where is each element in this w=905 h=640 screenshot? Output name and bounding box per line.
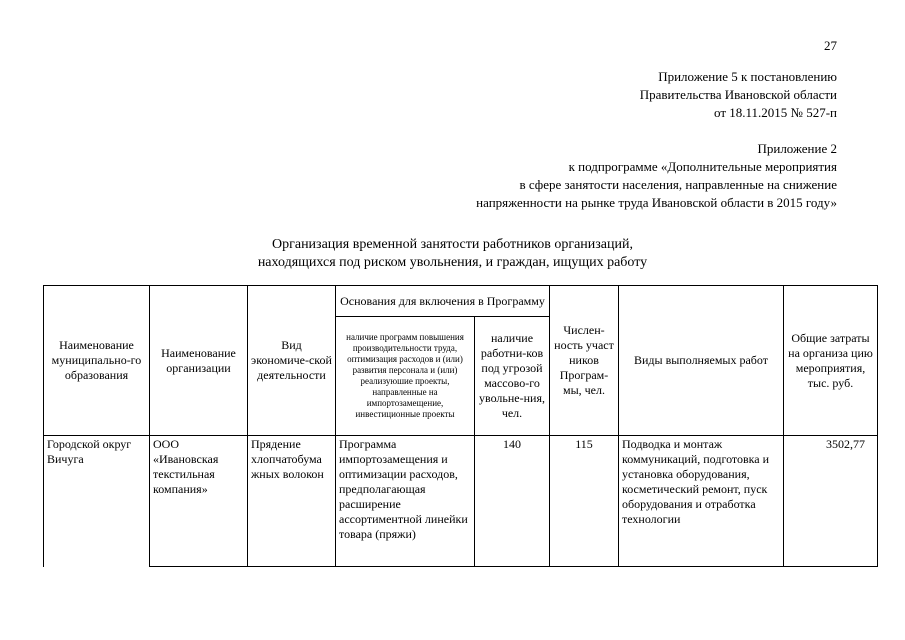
document-title xyxy=(0,236,905,272)
annex-5-line-1: Приложение 5 к постановлению xyxy=(658,69,837,84)
cell-municipality: Городской округ Вичуга xyxy=(44,436,150,567)
annex-2-header xyxy=(476,140,837,212)
annex-5-header xyxy=(640,68,837,122)
cell-participants: 115 xyxy=(550,436,619,567)
header-costs: Общие затраты на организа цию мероприятия, тыс. руб. xyxy=(784,286,878,436)
cell-program: Программа импортозамещения и оптимизации расходов, предполагающая расширение ассортиментной линейки товара (пряжи) xyxy=(336,436,475,567)
title-line-2: находящихся под риском увольнения, и граждан, ищущих работу xyxy=(257,255,648,270)
header-workers-at-risk: наличие работни-ков под угрозой массово-го увольне-ния, чел. xyxy=(475,317,550,436)
header-organization: Наименование организации xyxy=(150,286,248,436)
header-grounds: Основания для включения в Программу xyxy=(336,286,550,317)
header-municipality: Наименование муниципально-го образования xyxy=(44,286,150,436)
cell-activity: Прядение хлопчатобума жных волокон xyxy=(248,436,336,567)
title-line-1: Организация временной занятости работников организаций, xyxy=(272,237,633,252)
header-activity: Вид экономиче-ской деятельности xyxy=(248,286,336,436)
cell-costs: 3502,77 xyxy=(784,436,878,567)
annex-2-line-1: Приложение 2 xyxy=(757,141,837,156)
header-programs: наличие программ повышения производительности труда, оптимизация расходов и (или) развития персонала и (или) реализуюшие проекты, направленные на импортозамещение, инвестиционные проекты xyxy=(336,317,475,436)
header-works: Виды выполняемых работ xyxy=(619,286,784,436)
annex-2-line-3: в сфере занятости населения, направленные на снижение xyxy=(519,177,837,192)
cell-organization: ООО «Ивановская текстильная компания» xyxy=(150,436,248,567)
annex-5-line-3: от 18.11.2015 № 527-п xyxy=(714,105,837,120)
page-number: 27 xyxy=(824,38,837,53)
employment-table xyxy=(43,285,878,567)
table-header-row-1 xyxy=(44,286,878,317)
annex-2-line-4: напряженности на рынке труда Ивановской области в 2015 году» xyxy=(476,195,837,210)
table-row xyxy=(44,436,878,567)
annex-5-line-2: Правительства Ивановской области xyxy=(639,87,837,102)
cell-works: Подводка и монтаж коммуникаций, подготовка и установка оборудования, косметический ремонт, пуск оборудования и отработка технологии xyxy=(619,436,784,567)
header-participants: Числен-ность участ ников Програм-мы, чел. xyxy=(550,286,619,436)
cell-workers-at-risk: 140 xyxy=(475,436,550,567)
annex-2-line-2: к подпрограмме «Дополнительные мероприятия xyxy=(568,159,837,174)
